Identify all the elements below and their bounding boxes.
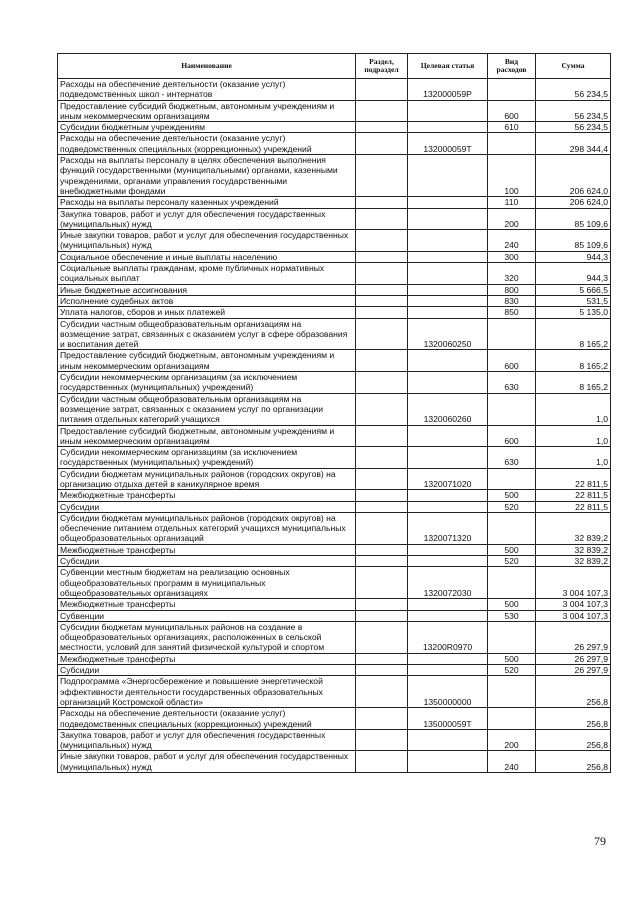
row-name-cell: Уплата налогов, сборов и иных платежей [58, 307, 356, 318]
row-section-cell [356, 599, 408, 610]
row-code-cell: 1320060250 [408, 318, 488, 350]
table-row [58, 230, 611, 252]
row-sum-cell: 22 811,5 [536, 501, 611, 512]
row-section-cell [356, 155, 408, 197]
row-type-cell: 500 [488, 544, 536, 555]
row-section-cell [356, 122, 408, 133]
table-row [58, 133, 611, 155]
row-name-cell: Субсидии [58, 665, 356, 676]
row-section-cell [356, 197, 408, 208]
row-name-cell: Субсидии некоммерческим организациям (за исключением государственных (муниципальных) учреждений) [58, 447, 356, 469]
row-code-cell [408, 447, 488, 469]
row-section-cell [356, 653, 408, 664]
row-sum-cell: 8 165,2 [536, 318, 611, 350]
row-sum-cell: 3 004 107,3 [536, 567, 611, 599]
row-sum-cell: 56 234,5 [536, 79, 611, 101]
row-sum-cell: 5 135,0 [536, 307, 611, 318]
row-section-cell [356, 133, 408, 155]
row-sum-cell: 256,8 [536, 751, 611, 773]
row-sum-cell: 3 004 107,3 [536, 599, 611, 610]
row-name-cell: Субсидии бюджетам муниципальных районов (городских округов) на обеспечение питанием отдельных категорий учащихся муниципальных общеобразовательных организаций [58, 512, 356, 544]
row-section-cell [356, 230, 408, 252]
row-sum-cell: 32 839,2 [536, 512, 611, 544]
row-code-cell [408, 100, 488, 122]
row-type-cell [488, 79, 536, 101]
row-sum-cell: 85 109,6 [536, 208, 611, 230]
row-type-cell [488, 468, 536, 490]
row-type-cell: 530 [488, 610, 536, 621]
row-name-cell: Межбюджетные трансферты [58, 653, 356, 664]
row-type-cell [488, 621, 536, 653]
row-sum-cell: 26 297,9 [536, 665, 611, 676]
row-code-cell: 1350000000 [408, 676, 488, 708]
row-type-cell: 600 [488, 100, 536, 122]
row-name-cell: Субвенции [58, 610, 356, 621]
header-section: Раздел, подраздел [356, 54, 408, 79]
row-type-cell: 520 [488, 501, 536, 512]
row-section-cell [356, 295, 408, 306]
table-row [58, 490, 611, 501]
row-section-cell [356, 284, 408, 295]
table-row [58, 122, 611, 133]
row-name-cell: Иные бюджетные ассигнования [58, 284, 356, 295]
header-code: Целевая статья [408, 54, 488, 79]
row-name-cell: Субсидии бюджетам муниципальных районов на создание в общеобразовательных организациях, расположенных в сельской местности, условий для занятий физической культурой и спортом [58, 621, 356, 653]
row-code-cell [408, 307, 488, 318]
row-type-cell: 320 [488, 263, 536, 285]
row-name-cell: Межбюджетные трансферты [58, 599, 356, 610]
row-type-cell [488, 708, 536, 730]
table-row [58, 567, 611, 599]
row-section-cell [356, 729, 408, 751]
row-section-cell [356, 676, 408, 708]
row-section-cell [356, 318, 408, 350]
row-code-cell: 1320072030 [408, 567, 488, 599]
row-type-cell [488, 567, 536, 599]
table-row [58, 295, 611, 306]
table-row [58, 307, 611, 318]
row-name-cell: Расходы на обеспечение деятельности (оказание услуг) подведомственных специальных (коррекционных) учреждений [58, 708, 356, 730]
table-row [58, 447, 611, 469]
row-sum-cell: 22 811,5 [536, 468, 611, 490]
row-section-cell [356, 350, 408, 372]
table-row [58, 208, 611, 230]
row-type-cell: 100 [488, 155, 536, 197]
table-row [58, 512, 611, 544]
row-sum-cell: 5 666,5 [536, 284, 611, 295]
row-sum-cell: 8 165,2 [536, 372, 611, 394]
row-name-cell: Предоставление субсидий бюджетным, автономным учреждениям и иным некоммерческим организациям [58, 350, 356, 372]
row-section-cell [356, 425, 408, 447]
row-type-cell: 630 [488, 447, 536, 469]
row-name-cell: Иные закупки товаров, работ и услуг для обеспечения государственных (муниципальных) нужд [58, 751, 356, 773]
row-code-cell: 132000059Т [408, 133, 488, 155]
row-type-cell: 520 [488, 556, 536, 567]
row-section-cell [356, 556, 408, 567]
row-sum-cell: 1,0 [536, 393, 611, 425]
table-row [58, 372, 611, 394]
row-type-cell: 500 [488, 490, 536, 501]
row-type-cell [488, 393, 536, 425]
row-type-cell: 610 [488, 122, 536, 133]
row-type-cell: 830 [488, 295, 536, 306]
table-header-row [58, 54, 611, 79]
row-sum-cell: 944,3 [536, 263, 611, 285]
row-code-cell: 1320071320 [408, 512, 488, 544]
row-section-cell [356, 263, 408, 285]
row-name-cell: Субсидии бюджетам муниципальных районов (городских округов) на организацию отдыха детей в каникулярное время [58, 468, 356, 490]
row-type-cell [488, 318, 536, 350]
row-code-cell [408, 665, 488, 676]
row-sum-cell: 1,0 [536, 447, 611, 469]
row-code-cell [408, 284, 488, 295]
row-type-cell: 240 [488, 230, 536, 252]
row-sum-cell: 944,3 [536, 251, 611, 262]
row-name-cell: Расходы на обеспечение деятельности (оказание услуг) подведомственных школ - интернатов [58, 79, 356, 101]
row-type-cell: 110 [488, 197, 536, 208]
row-code-cell [408, 372, 488, 394]
row-name-cell: Субсидии некоммерческим организациям (за исключением государственных (муниципальных) учреждений) [58, 372, 356, 394]
row-type-cell: 300 [488, 251, 536, 262]
row-code-cell [408, 251, 488, 262]
table-row [58, 393, 611, 425]
row-name-cell: Иные закупки товаров, работ и услуг для обеспечения государственных (муниципальных) нужд [58, 230, 356, 252]
row-section-cell [356, 501, 408, 512]
row-name-cell: Субвенции местным бюджетам на реализацию основных общеобразовательных программ в муниципальных общеобразовательных организациях [58, 567, 356, 599]
header-name: Наименование [58, 54, 356, 79]
row-type-cell [488, 512, 536, 544]
table-row [58, 263, 611, 285]
row-type-cell: 850 [488, 307, 536, 318]
row-sum-cell: 26 297,9 [536, 621, 611, 653]
row-code-cell [408, 208, 488, 230]
table-row [58, 284, 611, 295]
row-name-cell: Межбюджетные трансферты [58, 544, 356, 555]
row-section-cell [356, 490, 408, 501]
table-row [58, 251, 611, 262]
row-section-cell [356, 621, 408, 653]
header-sum: Сумма [536, 54, 611, 79]
row-sum-cell: 85 109,6 [536, 230, 611, 252]
row-code-cell: 1320071020 [408, 468, 488, 490]
row-section-cell [356, 79, 408, 101]
row-section-cell [356, 665, 408, 676]
row-section-cell [356, 372, 408, 394]
header-type: Вид расходов [488, 54, 536, 79]
row-name-cell: Расходы на выплаты персоналу в целях обеспечения выполнения функций государственными (муниципальными) органами, казенными учреждениями, органами управления государственными внебюджетными фондами [58, 155, 356, 197]
row-code-cell [408, 350, 488, 372]
row-sum-cell: 56 234,5 [536, 100, 611, 122]
table-row [58, 610, 611, 621]
row-sum-cell: 26 297,9 [536, 653, 611, 664]
row-type-cell: 500 [488, 653, 536, 664]
table-row [58, 318, 611, 350]
row-code-cell [408, 751, 488, 773]
table-row [58, 425, 611, 447]
row-type-cell [488, 133, 536, 155]
row-section-cell [356, 512, 408, 544]
row-sum-cell: 22 811,5 [536, 490, 611, 501]
row-code-cell [408, 556, 488, 567]
row-name-cell: Субсидии бюджетным учреждениям [58, 122, 356, 133]
row-sum-cell: 256,8 [536, 708, 611, 730]
row-code-cell [408, 610, 488, 621]
row-sum-cell: 531,5 [536, 295, 611, 306]
row-sum-cell: 206 624,0 [536, 155, 611, 197]
row-type-cell: 500 [488, 599, 536, 610]
row-code-cell [408, 230, 488, 252]
budget-table [57, 53, 611, 773]
row-section-cell [356, 393, 408, 425]
row-name-cell: Социальные выплаты гражданам, кроме публичных нормативных социальных выплат [58, 263, 356, 285]
row-sum-cell: 1,0 [536, 425, 611, 447]
table-row [58, 751, 611, 773]
row-code-cell [408, 295, 488, 306]
row-name-cell: Расходы на выплаты персоналу казенных учреждений [58, 197, 356, 208]
row-section-cell [356, 208, 408, 230]
row-name-cell: Закупка товаров, работ и услуг для обеспечения государственных (муниципальных) нужд [58, 729, 356, 751]
page-number: 79 [594, 834, 606, 848]
table-row [58, 197, 611, 208]
table-row [58, 350, 611, 372]
row-section-cell [356, 567, 408, 599]
row-code-cell: 135000059Т [408, 708, 488, 730]
row-type-cell: 630 [488, 372, 536, 394]
row-section-cell [356, 610, 408, 621]
row-code-cell: 132000059Р [408, 79, 488, 101]
table-row [58, 653, 611, 664]
row-code-cell [408, 122, 488, 133]
row-section-cell [356, 544, 408, 555]
row-sum-cell: 256,8 [536, 676, 611, 708]
table-row [58, 468, 611, 490]
row-type-cell [488, 676, 536, 708]
row-code-cell [408, 425, 488, 447]
row-code-cell [408, 501, 488, 512]
row-name-cell: Исполнение судебных актов [58, 295, 356, 306]
row-type-cell: 240 [488, 751, 536, 773]
table-row [58, 556, 611, 567]
row-section-cell [356, 708, 408, 730]
row-sum-cell: 32 839,2 [536, 544, 611, 555]
row-type-cell: 800 [488, 284, 536, 295]
row-sum-cell: 32 839,2 [536, 556, 611, 567]
table-row [58, 621, 611, 653]
row-type-cell: 200 [488, 729, 536, 751]
table-row [58, 100, 611, 122]
row-type-cell: 520 [488, 665, 536, 676]
row-name-cell: Социальное обеспечение и иные выплаты населению [58, 251, 356, 262]
row-sum-cell: 298 344,4 [536, 133, 611, 155]
row-name-cell: Межбюджетные трансферты [58, 490, 356, 501]
row-code-cell: 13200R0970 [408, 621, 488, 653]
row-name-cell: Закупка товаров, работ и услуг для обеспечения государственных (муниципальных) нужд [58, 208, 356, 230]
row-name-cell: Расходы на обеспечение деятельности (оказание услуг) подведомственных специальных (коррекционных) учреждений [58, 133, 356, 155]
row-type-cell: 600 [488, 350, 536, 372]
row-code-cell [408, 490, 488, 501]
row-name-cell: Субсидии частным общеобразовательным организациям на возмещение затрат, связанных с оказанием услуг по организации питания отдельных категорий учащихся [58, 393, 356, 425]
row-code-cell [408, 599, 488, 610]
row-code-cell [408, 544, 488, 555]
row-code-cell: 1320060260 [408, 393, 488, 425]
row-section-cell [356, 307, 408, 318]
table-row [58, 79, 611, 101]
table-body [58, 79, 611, 773]
row-code-cell [408, 155, 488, 197]
row-sum-cell: 56 234,5 [536, 122, 611, 133]
row-name-cell: Предоставление субсидий бюджетным, автономным учреждениям и иным некоммерческим организациям [58, 425, 356, 447]
budget-table-container [57, 53, 611, 773]
row-name-cell: Субсидии частным общеобразовательным организациям на возмещение затрат, связанных с оказанием услуг в сфере образования и воспитания детей [58, 318, 356, 350]
table-row [58, 729, 611, 751]
row-section-cell [356, 100, 408, 122]
row-code-cell [408, 263, 488, 285]
row-code-cell [408, 729, 488, 751]
row-name-cell: Субсидии [58, 556, 356, 567]
row-section-cell [356, 447, 408, 469]
row-sum-cell: 3 004 107,3 [536, 610, 611, 621]
row-name-cell: Подпрограмма «Энергосбережение и повышение энергетической эффективности деятельности государственных образовательных организаций Костромской области» [58, 676, 356, 708]
row-section-cell [356, 251, 408, 262]
row-sum-cell: 8 165,2 [536, 350, 611, 372]
row-type-cell: 600 [488, 425, 536, 447]
row-name-cell: Субсидии [58, 501, 356, 512]
row-code-cell [408, 653, 488, 664]
row-section-cell [356, 468, 408, 490]
table-row [58, 599, 611, 610]
table-row [58, 544, 611, 555]
row-code-cell [408, 197, 488, 208]
table-row [58, 501, 611, 512]
row-type-cell: 200 [488, 208, 536, 230]
table-row [58, 155, 611, 197]
table-row [58, 708, 611, 730]
table-row [58, 676, 611, 708]
table-row [58, 665, 611, 676]
row-sum-cell: 206 624,0 [536, 197, 611, 208]
row-name-cell: Предоставление субсидий бюджетным, автономным учреждениям и иным некоммерческим организациям [58, 100, 356, 122]
row-sum-cell: 256,8 [536, 729, 611, 751]
row-section-cell [356, 751, 408, 773]
